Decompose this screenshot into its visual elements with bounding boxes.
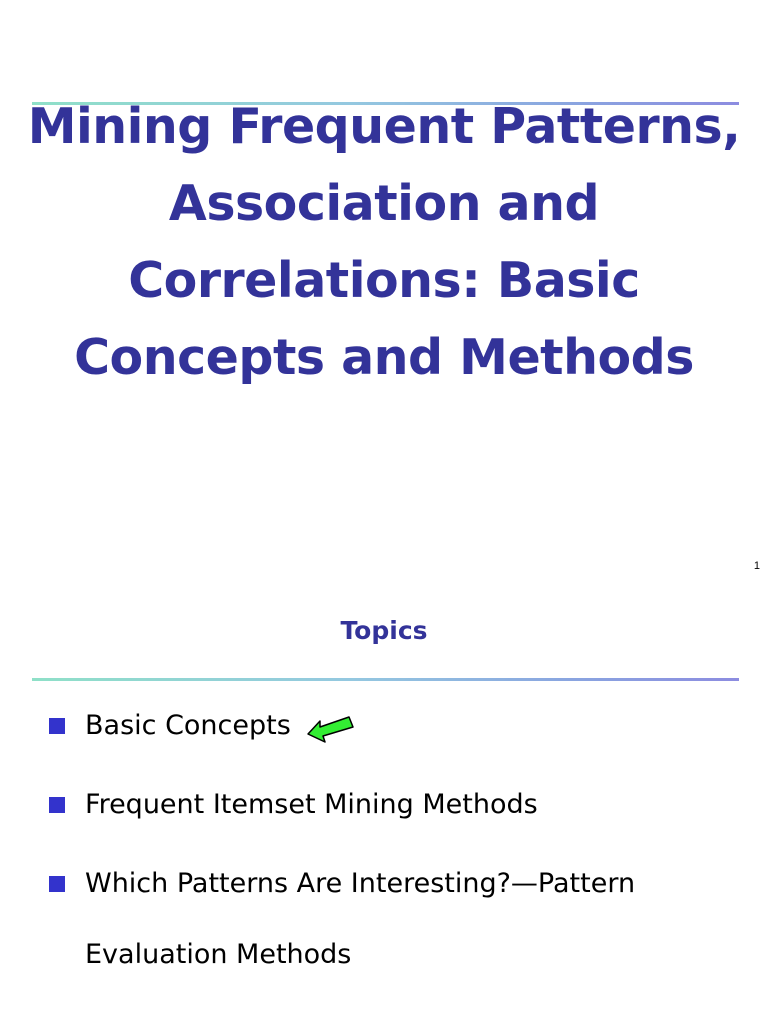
title-line: Association and	[168, 175, 600, 232]
square-bullet-icon	[49, 797, 65, 813]
topic-list	[0, 708, 768, 973]
title-line: Mining Frequent Patterns,	[27, 98, 741, 155]
topics-divider	[32, 678, 739, 681]
slide-title	[0, 88, 768, 396]
topics-slide	[0, 578, 768, 1024]
topic-label: Which Patterns Are Interesting?—Pattern	[85, 868, 636, 899]
page-number: 1	[753, 560, 760, 572]
topic-label-continuation: Evaluation Methods	[85, 939, 352, 970]
topic-label: Frequent Itemset Mining Methods	[85, 789, 538, 820]
title-line: Concepts and Methods	[74, 329, 694, 386]
title-line: Correlations: Basic	[128, 252, 640, 309]
topic-label: Basic Concepts	[85, 710, 291, 741]
square-bullet-icon	[49, 718, 65, 734]
list-item	[0, 787, 768, 823]
list-item	[0, 708, 768, 744]
green-arrow-icon	[305, 708, 355, 744]
square-bullet-icon	[49, 876, 65, 892]
list-item	[0, 866, 768, 973]
topics-heading: Topics	[340, 616, 428, 645]
